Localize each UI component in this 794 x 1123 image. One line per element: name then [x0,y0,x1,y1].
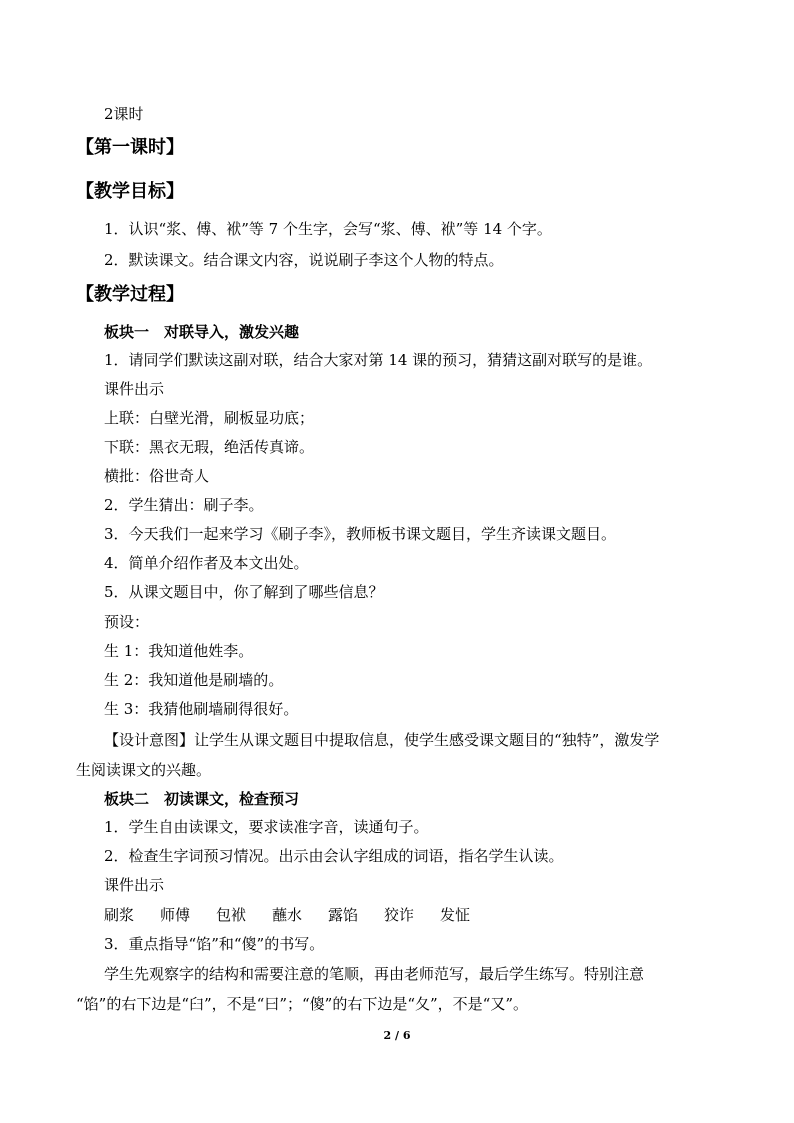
goal-item: 1．认识“浆、傅、袱”等 7 个生字，会写“浆、傅、袱”等 14 个字。 [104,220,552,238]
design-intent: 【设计意图】让学生从课文题目中提取信息，使学生感受课文题目的“独特”，激发学 [104,731,660,749]
process-line: 1．学生自由读课文，要求读准字音，读通句子。 [104,818,429,836]
vocab-word: 露馅 [328,906,359,924]
process-line: 2．学生猜出：刷子李。 [104,496,264,514]
process-line: 3．重点指导“馅”和“傻”的书写。 [104,935,325,953]
block-title: 板块一 对联导入，激发兴趣 [104,323,300,341]
process-line: 课件出示 [104,380,165,398]
process-line: 3．今天我们一起来学习《刷子李》，教师板书课文题目，学生齐读课文题目。 [104,525,617,543]
page-number: 2 / 6 [383,1029,411,1042]
vocab-word: 刷浆 [104,906,135,924]
section-heading-goals: 【教学目标】 [76,181,184,202]
vocab-word: 狡诈 [384,906,415,924]
block-title: 板块二 初读课文，检查预习 [104,790,300,808]
lesson-hours: 2课时 [104,105,144,123]
writing-note-continued: “馅”的右下边是“臼”，不是“曰”；“傻”的右下边是“夂”，不是“又”。 [76,995,529,1013]
section-heading-process: 【教学过程】 [76,284,184,305]
process-line: 生 2：我知道他是刷墙的。 [104,671,284,689]
vocab-word: 师傅 [160,906,191,924]
process-line: 横批：俗世奇人 [104,467,210,485]
design-intent-continued: 生阅读课文的兴趣。 [76,761,212,779]
process-line: 1．请同学们默读这副对联，结合大家对第 14 课的预习，猜猜这副对联写的是谁。 [104,351,653,369]
process-line: 生 3：我猜他刷墙刷得很好。 [104,700,299,718]
process-line: 预设： [104,613,150,631]
process-line: 下联：黑衣无瑕，绝活传真谛。 [104,438,315,456]
process-line: 课件出示 [104,876,165,894]
vocab-word: 蘸水 [272,906,303,924]
goal-item: 2．默读课文。结合课文内容，说说刷子李这个人物的特点。 [104,251,504,269]
process-line: 生 1：我知道他姓李。 [104,642,254,660]
process-line: 4．简单介绍作者及本文出处。 [104,554,309,572]
process-line: 5．从课文题目中，你了解到了哪些信息？ [104,583,384,601]
process-line: 2．检查生字词预习情况。出示由会认字组成的词语，指名学生认读。 [104,847,564,865]
vocab-word: 发怔 [440,906,471,924]
writing-note: 学生先观察字的结构和需要注意的笔顺，再由老师范写，最后学生练写。特别注意 [104,965,645,983]
vocab-word: 包袱 [216,906,247,924]
process-line: 上联：白壁光滑，刷板显功底； [104,409,315,427]
section-heading-first-lesson: 【第一课时】 [76,137,184,158]
